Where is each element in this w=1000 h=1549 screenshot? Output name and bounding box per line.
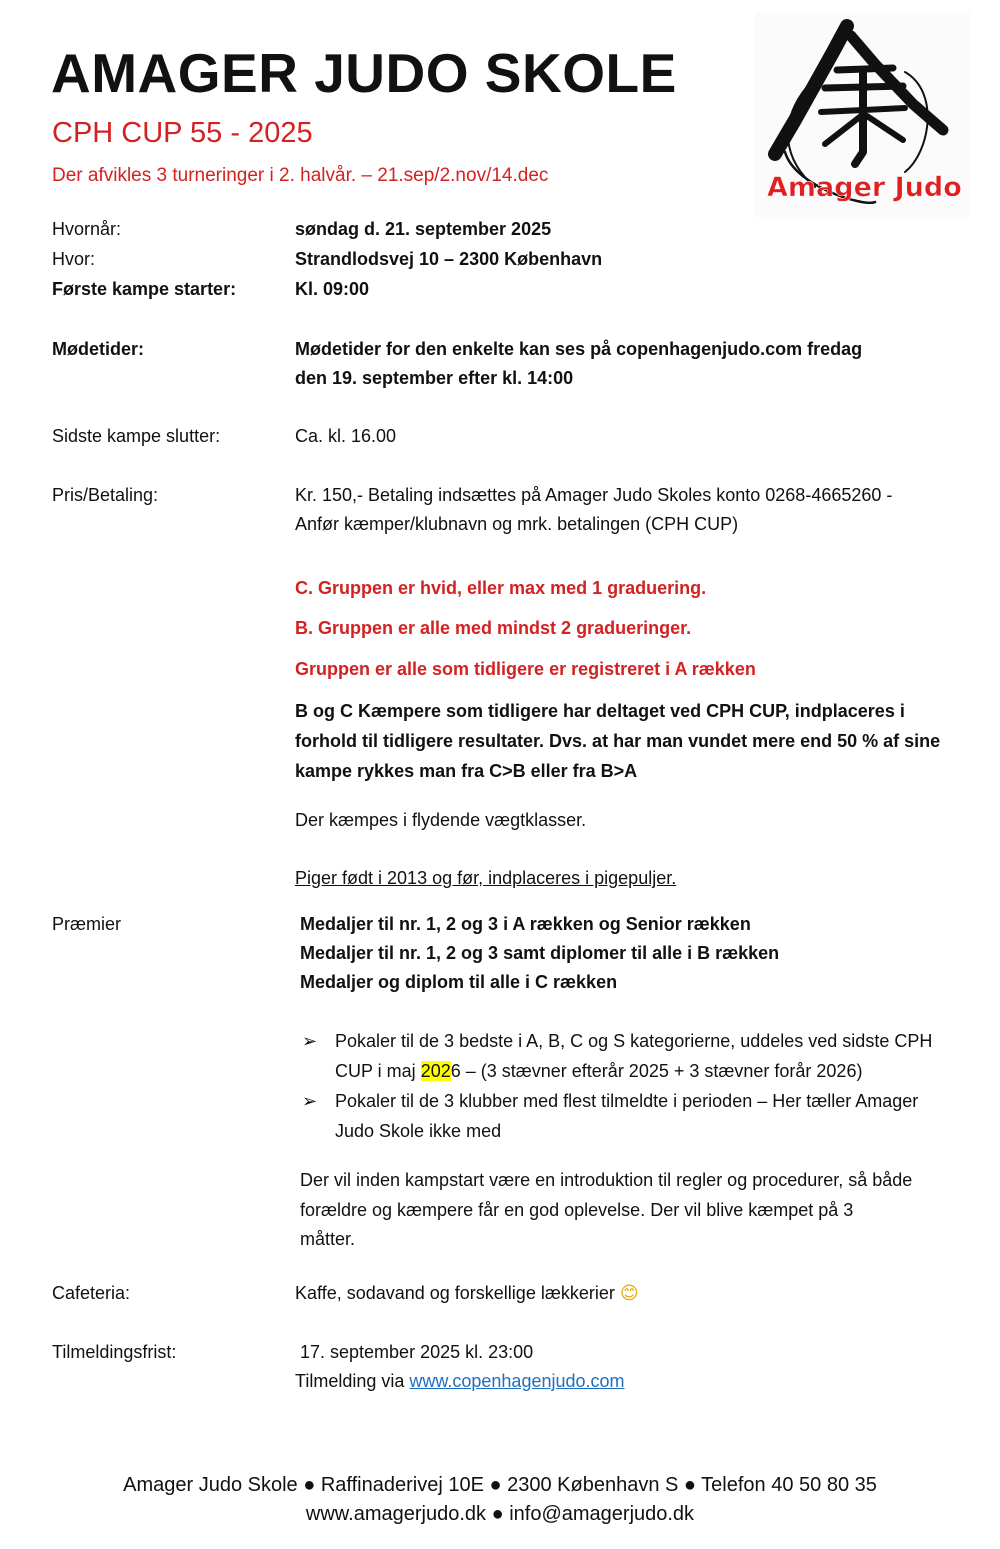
medals-list <box>300 910 779 997</box>
intro-line: forældre og kæmpere får en god oplevelse. Der vil blive kæmpet på 3 <box>300 1199 854 1220</box>
page-title: AMAGER JUDO SKOLE <box>51 42 677 104</box>
footer-contact: www.amagerjudo.dk ● info@amagerjudo.dk <box>305 1503 695 1525</box>
first-match-label: Første kampe starter: <box>52 279 237 299</box>
medals-line: Medaljer til nr. 1, 2 og 3 i A rækken og Senior rækken <box>300 914 751 934</box>
amager-judo-logo <box>755 12 970 217</box>
b-group-rule: B. Gruppen er alle med mindst 2 gradueringer. <box>295 618 692 638</box>
footer <box>0 1471 1000 1529</box>
list-item <box>300 1086 932 1146</box>
trophy-line <box>335 1056 932 1086</box>
trophy-text: CUP i maj <box>335 1061 421 1081</box>
list-item <box>300 1026 932 1086</box>
arrow-bullet-icon: ➢ <box>302 1091 318 1111</box>
arrow-bullet-icon: ➢ <box>302 1031 318 1051</box>
trophy-line: Pokaler til de 3 klubber med flest tilmeldte i perioden – Her tæller Amager <box>335 1091 919 1111</box>
smiley-icon: 😊 <box>619 1283 639 1303</box>
cafeteria-label: Cafeteria: <box>52 1283 131 1303</box>
meeting-times-value <box>295 335 862 393</box>
cafeteria-text: Kaffe, sodavand og forskellige lækkerier <box>295 1283 615 1303</box>
placement-paragraph <box>295 696 940 786</box>
weight-classes-text: Der kæmpes i flydende vægtklasser. <box>295 810 587 830</box>
where-label: Hvor: <box>52 249 96 269</box>
trophy-list <box>300 1026 932 1146</box>
logo-wordmark: Amager Judo <box>767 172 962 203</box>
event-subtitle: CPH CUP 55 - 2025 <box>52 117 313 149</box>
footer-address: Amager Judo Skole ● Raffinaderivej 10E ● 2300 København S ● Telefon 40 50 80 35 <box>123 1474 877 1496</box>
a-group-rule: Gruppen er alle som tidligere er registreret i A rækken <box>295 659 756 679</box>
deadline-label: Tilmeldingsfrist: <box>52 1342 177 1362</box>
where-value: Strandlodsvej 10 – 2300 København <box>295 249 603 269</box>
when-value: søndag d. 21. september 2025 <box>295 219 552 239</box>
medals-line: Medaljer til nr. 1, 2 og 3 samt diplomer til alle i B rækken <box>300 943 780 963</box>
trophy-text: 6 – (3 stævner efterår 2025 + 3 stævner forår 2026) <box>450 1061 863 1081</box>
meeting-times-line: Mødetider for den enkelte kan ses på copenhagenjudo.com fredag <box>295 339 863 359</box>
first-match-value: Kl. 09:00 <box>295 279 370 299</box>
meeting-times-line: den 19. september efter kl. 14:00 <box>295 368 574 388</box>
price-label: Pris/Betaling: <box>52 485 159 505</box>
registration-text: Tilmelding via <box>295 1371 410 1391</box>
price-value <box>295 481 892 539</box>
prizes-label: Præmier <box>52 914 122 934</box>
placement-line: forhold til tidligere resultater. Dvs. at har man vundet mere end 50 % af sine <box>295 731 941 751</box>
when-label: Hvornår: <box>52 219 122 239</box>
registration-link[interactable]: www.copenhagenjudo.com <box>409 1371 625 1391</box>
cafeteria-value <box>295 1279 639 1308</box>
trophy-line: Judo Skole ikke med <box>335 1121 502 1141</box>
girls-pool-text: Piger født i 2013 og før, indplaceres i pigepuljer. <box>295 868 677 888</box>
highlighted-year: 202 <box>420 1061 451 1081</box>
intro-line: måtter. <box>300 1229 356 1249</box>
last-match-value: Ca. kl. 16.00 <box>295 426 397 446</box>
price-line: Kr. 150,- Betaling indsættes på Amager Judo Skoles konto 0268-4665260 - <box>295 485 893 505</box>
event-intro: Der afvikles 3 turneringer i 2. halvår. – 21.sep/2.nov/14.dec <box>52 165 549 186</box>
last-match-label: Sidste kampe slutter: <box>52 426 221 446</box>
medals-line: Medaljer og diplom til alle i C rækken <box>300 972 618 992</box>
trophy-line: Pokaler til de 3 bedste i A, B, C og S kategorierne, uddeles ved sidste CPH <box>335 1031 933 1051</box>
introduction-paragraph <box>300 1166 912 1255</box>
placement-line: B og C Kæmpere som tidligere har deltaget ved CPH CUP, indplaceres i <box>295 701 905 721</box>
placement-line: kampe rykkes man fra C>B eller fra B>A <box>295 761 638 781</box>
meeting-times-label: Mødetider: <box>52 339 144 359</box>
c-group-rule: C. Gruppen er hvid, eller max med 1 graduering. <box>295 578 707 598</box>
price-line: Anfør kæmper/klubnavn og mrk. betalingen (CPH CUP) <box>295 514 739 534</box>
registration-via <box>295 1367 625 1396</box>
intro-line: Der vil inden kampstart være en introduktion til regler og procedurer, så både <box>300 1170 913 1190</box>
deadline-value: 17. september 2025 kl. 23:00 <box>300 1342 534 1362</box>
